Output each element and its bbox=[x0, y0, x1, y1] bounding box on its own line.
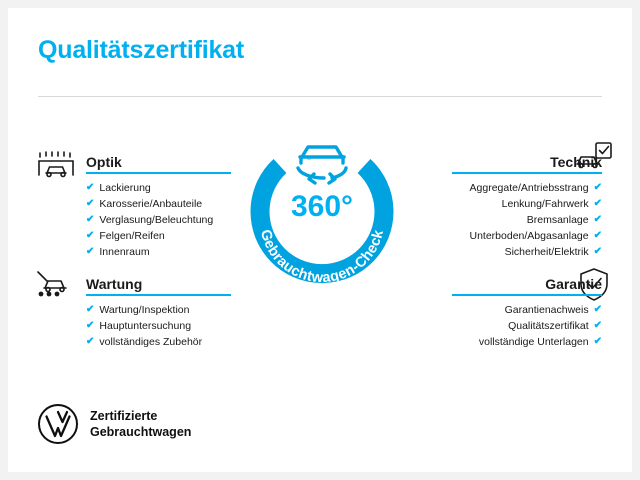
section-technik bbox=[452, 148, 602, 260]
list-item-label: Karosserie/Anbauteile bbox=[99, 198, 203, 210]
checklist-technik bbox=[452, 180, 602, 260]
list-item bbox=[86, 228, 231, 244]
list-item bbox=[452, 196, 602, 212]
footer-line-1: Zertifizierte bbox=[90, 409, 158, 423]
check-icon: ✔ bbox=[593, 336, 602, 347]
check-icon: ✔ bbox=[86, 320, 95, 331]
list-item-label: Felgen/Reifen bbox=[99, 230, 165, 242]
list-item-label: Garantienachweis bbox=[504, 304, 589, 316]
section-title-technik: Technik bbox=[550, 154, 602, 170]
check-icon: ✔ bbox=[593, 214, 602, 225]
section-optik bbox=[86, 148, 231, 260]
list-item bbox=[452, 318, 602, 334]
list-item bbox=[452, 180, 602, 196]
list-item-label: Wartung/Inspektion bbox=[99, 304, 190, 316]
vw-logo bbox=[38, 404, 78, 444]
page-title: Qualitätszertifikat bbox=[38, 36, 244, 64]
list-item bbox=[452, 228, 602, 244]
list-item bbox=[86, 196, 231, 212]
footer-logo-block bbox=[38, 404, 191, 444]
list-item bbox=[452, 334, 602, 350]
checklist-optik bbox=[86, 180, 231, 260]
footer-line-2: Gebrauchtwagen bbox=[90, 425, 192, 439]
list-item-label: Qualitätszertifikat bbox=[508, 320, 589, 332]
list-item-label: Aggregate/Antriebsstrang bbox=[469, 182, 589, 194]
checklist-garantie bbox=[452, 302, 602, 350]
section-wartung bbox=[86, 270, 231, 350]
list-item-label: Innenraum bbox=[99, 246, 150, 258]
check-icon: ✔ bbox=[593, 246, 602, 257]
list-item-label: Sicherheit/Elektrik bbox=[504, 246, 589, 258]
badge-degrees: 360° bbox=[290, 190, 354, 223]
check-icon: ✔ bbox=[593, 198, 602, 209]
title-divider bbox=[38, 96, 602, 97]
check-icon: ✔ bbox=[593, 230, 602, 241]
check-icon: ✔ bbox=[86, 182, 95, 193]
check-icon: ✔ bbox=[86, 230, 95, 241]
certificate-page bbox=[8, 8, 632, 472]
list-item bbox=[86, 318, 231, 334]
section-rule-optik bbox=[86, 172, 231, 174]
checklist-wartung bbox=[86, 302, 231, 350]
check-icon: ✔ bbox=[86, 304, 95, 315]
list-item-label: vollständige Unterlagen bbox=[478, 336, 589, 348]
check-icon: ✔ bbox=[86, 198, 95, 209]
list-item-label: Unterboden/Abgasanlage bbox=[469, 230, 589, 242]
check-icon: ✔ bbox=[86, 214, 95, 225]
car-wash-icon bbox=[34, 144, 78, 185]
check-icon: ✔ bbox=[86, 336, 95, 347]
list-item bbox=[86, 244, 231, 260]
badge-360-gebrauchtwagen-check bbox=[238, 128, 406, 296]
list-item-label: Verglasung/Beleuchtung bbox=[99, 214, 214, 226]
check-icon: ✔ bbox=[593, 304, 602, 315]
list-item-label: vollständiges Zubehör bbox=[99, 336, 203, 348]
badge-arc-text: Gebrauchtwagen-Check bbox=[256, 227, 388, 287]
footer-text bbox=[90, 408, 191, 440]
section-rule-technik bbox=[452, 172, 602, 174]
section-title-garantie: Garantie bbox=[545, 276, 602, 292]
check-icon: ✔ bbox=[593, 320, 602, 331]
list-item bbox=[452, 212, 602, 228]
list-item bbox=[86, 334, 231, 350]
check-icon: ✔ bbox=[86, 246, 95, 257]
section-title-wartung: Wartung bbox=[86, 276, 143, 292]
list-item bbox=[86, 212, 231, 228]
list-item bbox=[452, 302, 602, 318]
section-rule-garantie bbox=[452, 294, 602, 296]
list-item-label: Lackierung bbox=[99, 182, 151, 194]
list-item-label: Lenkung/Fahrwerk bbox=[501, 198, 589, 210]
list-item-label: Bremsanlage bbox=[526, 214, 589, 226]
list-item bbox=[86, 180, 231, 196]
section-rule-wartung bbox=[86, 294, 231, 296]
svg-text:Gebrauchtwagen-Check bbox=[257, 228, 387, 287]
check-icon: ✔ bbox=[593, 182, 602, 193]
section-garantie bbox=[452, 270, 602, 350]
list-item-label: Hauptuntersuchung bbox=[99, 320, 192, 332]
list-item bbox=[86, 302, 231, 318]
car-lift-icon bbox=[34, 266, 80, 311]
list-item bbox=[452, 244, 602, 260]
section-title-optik: Optik bbox=[86, 154, 122, 170]
